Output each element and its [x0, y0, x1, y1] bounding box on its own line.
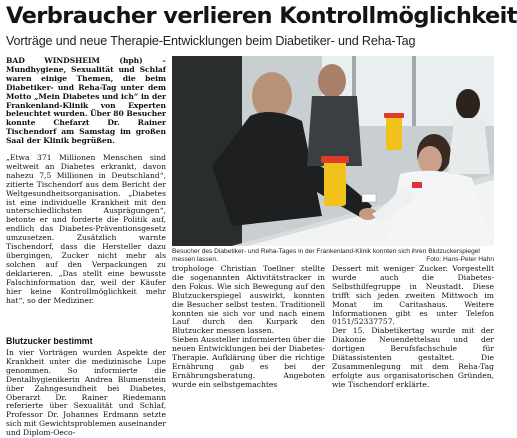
photo-credit: Foto: Hans-Peter Hahn	[426, 256, 494, 263]
article-photo	[172, 56, 494, 246]
photo-illustration	[172, 56, 494, 246]
article-body-column-3: Dessert mit weniger Zucker. Vorgestellt wurde auch die Diabetes-Selbsthilfegruppe in Neustadt. Diese trifft sich jeden zweiten Mittwoch im Monat im Caritashaus. Weitere Informationen gibt es unter Telefon 0151/52337757. Der 15. Diabetikertag wurde mit der Diakonie Neuendettelsau und der dortigen Berufsfachschule für Diätassistenten gestaltet. Die Zusammenlegung mit dem Reha-Tag erfolgte aus organisatorischen Gründen, wie Tischendorf erklärte.	[332, 264, 494, 389]
article-body-column-2: trophologe Christian Toellner stellte die sogenannten Aktivitätstracker in den Fokus. Wie sich Bewegung auf den Blutzuckerspiegel auswirkt, konnten die Besucher selbst testen. Traditionell konnten sie sich vor und nach einem Lauf durch den Kurpark den Blutzucker messen lassen. Sieben Aussteller informierten über die neuen Entwicklungen bei der Diabetes-Therapie. Aufklärung über die richtige Ernährung gab es bei der Ernährungsberatung. Angeboten wurde ein selbstgemachtes	[172, 264, 325, 389]
photo-caption: Besucher des Diabetiker- und Reha-Tages in der Frankenland-Klinik konnten sich ihren Blutzuckerspiegel messen lassen.	[172, 248, 480, 263]
article-body-column-1b: In vier Vorträgen wurden Aspekte der Krankheit unter die medizinische Lupe genommen. So informierte die Dentalhygienikerin Andrea Blumenstein über Zahngesundheit bei Diabetes, Oberarzt Dr. Rainer Riedemann referierte über Sexualität und Schlaf, Professor Dr. Johannes Erdmann setzte sich mit Gewichtsproblemen auseinander und Diplom-Oeco-	[6, 348, 166, 438]
photo-caption-block	[172, 248, 494, 264]
article-subheadline: Vorträge und neue Therapie-Entwicklungen beim Diabetiker- und Reha-Tag	[6, 34, 416, 48]
article-headline: Verbraucher verlieren Kontrollmöglichkeit	[6, 3, 517, 29]
article-lead: BAD WINDSHEIM (hph) – Mundhygiene, Sexualität und Schlaf waren einige Themen, die beim Diabetiker- und Reha-Tag unter dem Motto „Mein Diabetes und ich“ in der Frankenland-Klinik von Experten beleuchtet wurden. Über 80 Besucher konnte Chefarzt Dr. Rainer Tischendorf am Samstag im großen Saal der Klinik begrüßen.	[6, 56, 166, 146]
section-subheading: Blutzucker bestimmt	[6, 336, 93, 346]
article-body-column-1: „Etwa 371 Millionen Menschen sind weltweit an Diabetes erkrankt, davon nahezu 7,5 Millionen in Deutschland“, zitierte Tischendorf aus dem Bericht der Weltgesundheitsorganisation. „Diabetes ist eine individuelle Krankheit mit den unterschiedlichsten Ausprägungen“, betonte er und forderte die Politik auf, endlich das Diabetes-Präventionsgesetz umzusetzen. Zusätzlich warnte Tischendorf, dass die Hersteller dazu übergingen, Zucker nicht mehr als solchen auf den Verpackungen zu deklarieren. „Das stellt eine bewusste Falschinformation dar, weil der Käufer hier keine Kontrollmöglichkeit mehr hat“, so der Mediziner.	[6, 153, 166, 305]
